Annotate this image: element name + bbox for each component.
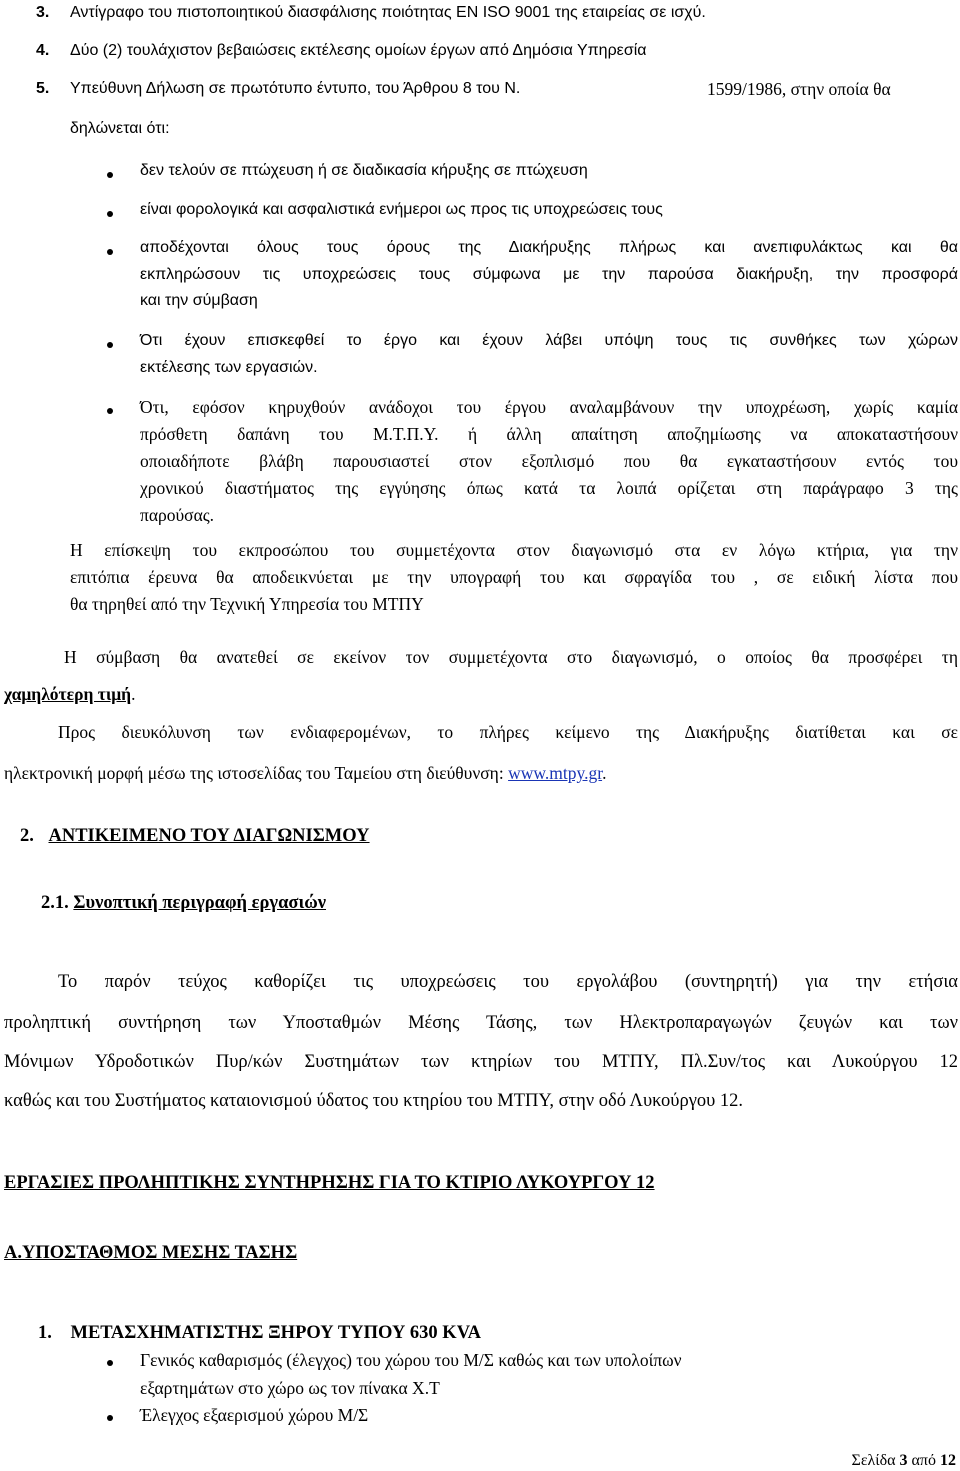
list-item: εξαρτημάτων στο χώρο ως τον πίνακα Χ.Τ (140, 1378, 440, 1398)
list-item: Ότι έχουν επισκεφθεί το έργο και έχουν λάβει υπόψη τους τις συνθήκες των χώρων (140, 332, 958, 349)
bullet-icon (107, 1360, 113, 1366)
list-item: είναι φορολογικά και ασφαλιστικά ενήμεροι ως προς τις υποχρεώσεις τους (140, 201, 663, 218)
punctuation: . (602, 763, 607, 783)
page-label: από (907, 1452, 940, 1469)
section-title: ΑΝΤΙΚΕΙΜΕΝΟ ΤΟΥ ΔΙΑΓΩΝΙΣΜΟΥ (48, 826, 370, 846)
list-item: πρόσθετη δαπάνη του Μ.Τ.Π.Υ. ή άλλη απαίτηση αποζημίωσης να αποκαταστήσουν (140, 424, 958, 444)
list-item-text: Υπεύθυνη Δήλωση σε πρωτότυπο έντυπο, του Άρθρου 8 του Ν. (70, 80, 521, 97)
list-item: εκτέλεσης των εργασιών. (140, 359, 318, 376)
list-item: αποδέχονται όλους τους όρους της Διακήρυξης πλήρως και ανεπιφυλάκτως και θα (140, 239, 958, 256)
bullet-icon (107, 211, 113, 217)
works-heading: ΕΡΓΑΣΙΕΣ ΠΡΟΛΗΠΤΙΚΗΣ ΣΥΝΤΗΡΗΣΗΣ ΓΙΑ ΤΟ ΚΤΙΡΙΟ ΛΥΚΟΥΡΓΟΥ 12 (4, 1173, 655, 1193)
paragraph-line: επιτόπια έρευνα θα αποδεικνύεται με την υπογραφή του και σφραγίδα του , σε ειδική λίστα που (70, 567, 958, 587)
paragraph-line: θα τηρηθεί από την Τεχνική Υπηρεσία του ΜΤΠΥ (70, 594, 424, 614)
bullet-icon (107, 249, 113, 255)
substation-heading: Α.ΥΠΟΣΤΑΘΜΟΣ ΜΕΣΗΣ ΤΑΣΗΣ (4, 1243, 298, 1263)
list-item: Ότι, εφόσον κηρυχθούν ανάδοχοι του έργου αναλαμβάνουν την υποχρέωση, χωρίς καμία (140, 397, 958, 417)
page-total: 12 (940, 1452, 956, 1469)
list-item-text: δηλώνεται ότι: (70, 120, 170, 137)
list-number: 3. (36, 4, 50, 21)
list-item: Έλεγχος εξαερισμού χώρου Μ/Σ (140, 1405, 369, 1425)
list-item: εκπληρώσουν τις υποχρεώσεις τους σύμφωνα με την παρούσα διακήρυξη, την προσφορά (140, 266, 958, 283)
info-text: ηλεκτρονική μορφή μέσω της ιστοσελίδας του Ταμείου στη διεύθυνση: (4, 763, 509, 783)
paragraph-line: Μόνιμων Υδροδοτικών Πυρ/κών Συστημάτων των κτηρίων του ΜΤΠΥ, Πλ.Συν/τος και Λυκούργου 12 (4, 1052, 958, 1072)
bullet-icon (107, 172, 113, 178)
section-2-heading (20, 826, 370, 847)
paragraph-line: Προς διευκόλυνση των ενδιαφερομένων, το πλήρες κείμενο της Διακήρυξης διατίθεται και σε (58, 722, 958, 742)
list-item: χρονικού διαστήματος της εγγύησης όπως κατά τα λοιπά ορίζεται στη παράγραφο 3 της (140, 478, 958, 498)
list-item-text: Αντίγραφο του πιστοποιητικού διασφάλισης ποιότητας EN ISO 9001 της εταιρείας σε ισχύ. (70, 4, 706, 21)
paragraph-line (4, 763, 606, 784)
list-item: οποιαδήποτε βλάβη παρουσιαστεί στον εξοπλισμό που θα εγκαταστήσουν εντός του (140, 451, 958, 471)
section-title: Συνοπτική περιγραφή εργασιών (73, 893, 326, 913)
page-number: 3 (899, 1452, 908, 1469)
transformer-heading (38, 1323, 481, 1344)
paragraph-line: Η σύμβαση θα ανατεθεί σε εκείνον τον συμμετέχοντα στο διαγωνισμό, ο οποίος θα προσφέρει τη (64, 647, 958, 667)
list-item-text: Δύο (2) τουλάχιστον βεβαιώσεις εκτέλεσης ομοίων έργων από Δημόσια Υπηρεσία (70, 42, 647, 59)
list-item: παρούσας. (140, 505, 215, 525)
list-number: 4. (36, 42, 50, 59)
section-number: 2.1. (41, 893, 69, 913)
list-item-text: 1599/1986, στην οποία θα (707, 79, 891, 99)
website-link[interactable]: www.mtpy.gr (508, 763, 603, 783)
list-item: και την σύμβαση (140, 292, 258, 309)
paragraph-line: Η επίσκεψη του εκπροσώπου του συμμετέχοντα στον διαγωνισμό στα εν λόγω κτήρια, για την (70, 540, 958, 560)
lowest-price-emphasis: χαμηλότερη τιμή (4, 684, 132, 704)
list-item: Γενικός καθαρισμός (έλεγχος) του χώρου του Μ/Σ καθώς και των υπολοίπων (140, 1350, 682, 1370)
page-label: Σελίδα (851, 1452, 900, 1469)
section-number: 2. (20, 826, 34, 846)
paragraph-line: προληπτική συντήρηση των Υποσταθμών Μέσης Τάσης, των Ηλεκτροπαραγωγών ζευγών και των (4, 1013, 958, 1033)
bullet-icon (107, 342, 113, 348)
paragraph-line (4, 684, 136, 705)
list-number: 5. (36, 80, 50, 97)
page-footer (852, 1452, 956, 1470)
punctuation: . (131, 684, 136, 704)
bullet-icon (107, 408, 113, 414)
paragraph-line: καθώς και του Συστήματος καταιονισμού ύδατος του κτηρίου του ΜΤΠΥ, στην οδό Λυκούργου 12. (4, 1091, 744, 1111)
item-title: ΜΕΤΑΣΧΗΜΑΤΙΣΤΗΣ ΞΗΡΟΥ ΤΥΠΟΥ 630 KVA (70, 1323, 482, 1343)
section-2-1-heading (41, 893, 326, 914)
list-item: δεν τελούν σε πτώχευση ή σε διαδικασία κήρυξης σε πτώχευση (140, 162, 588, 179)
item-number: 1. (38, 1323, 52, 1343)
paragraph-line: Το παρόν τεύχος καθορίζει τις υποχρεώσεις του εργολάβου (συντηρητή) για την ετήσια (58, 972, 958, 992)
bullet-icon (107, 1415, 113, 1421)
